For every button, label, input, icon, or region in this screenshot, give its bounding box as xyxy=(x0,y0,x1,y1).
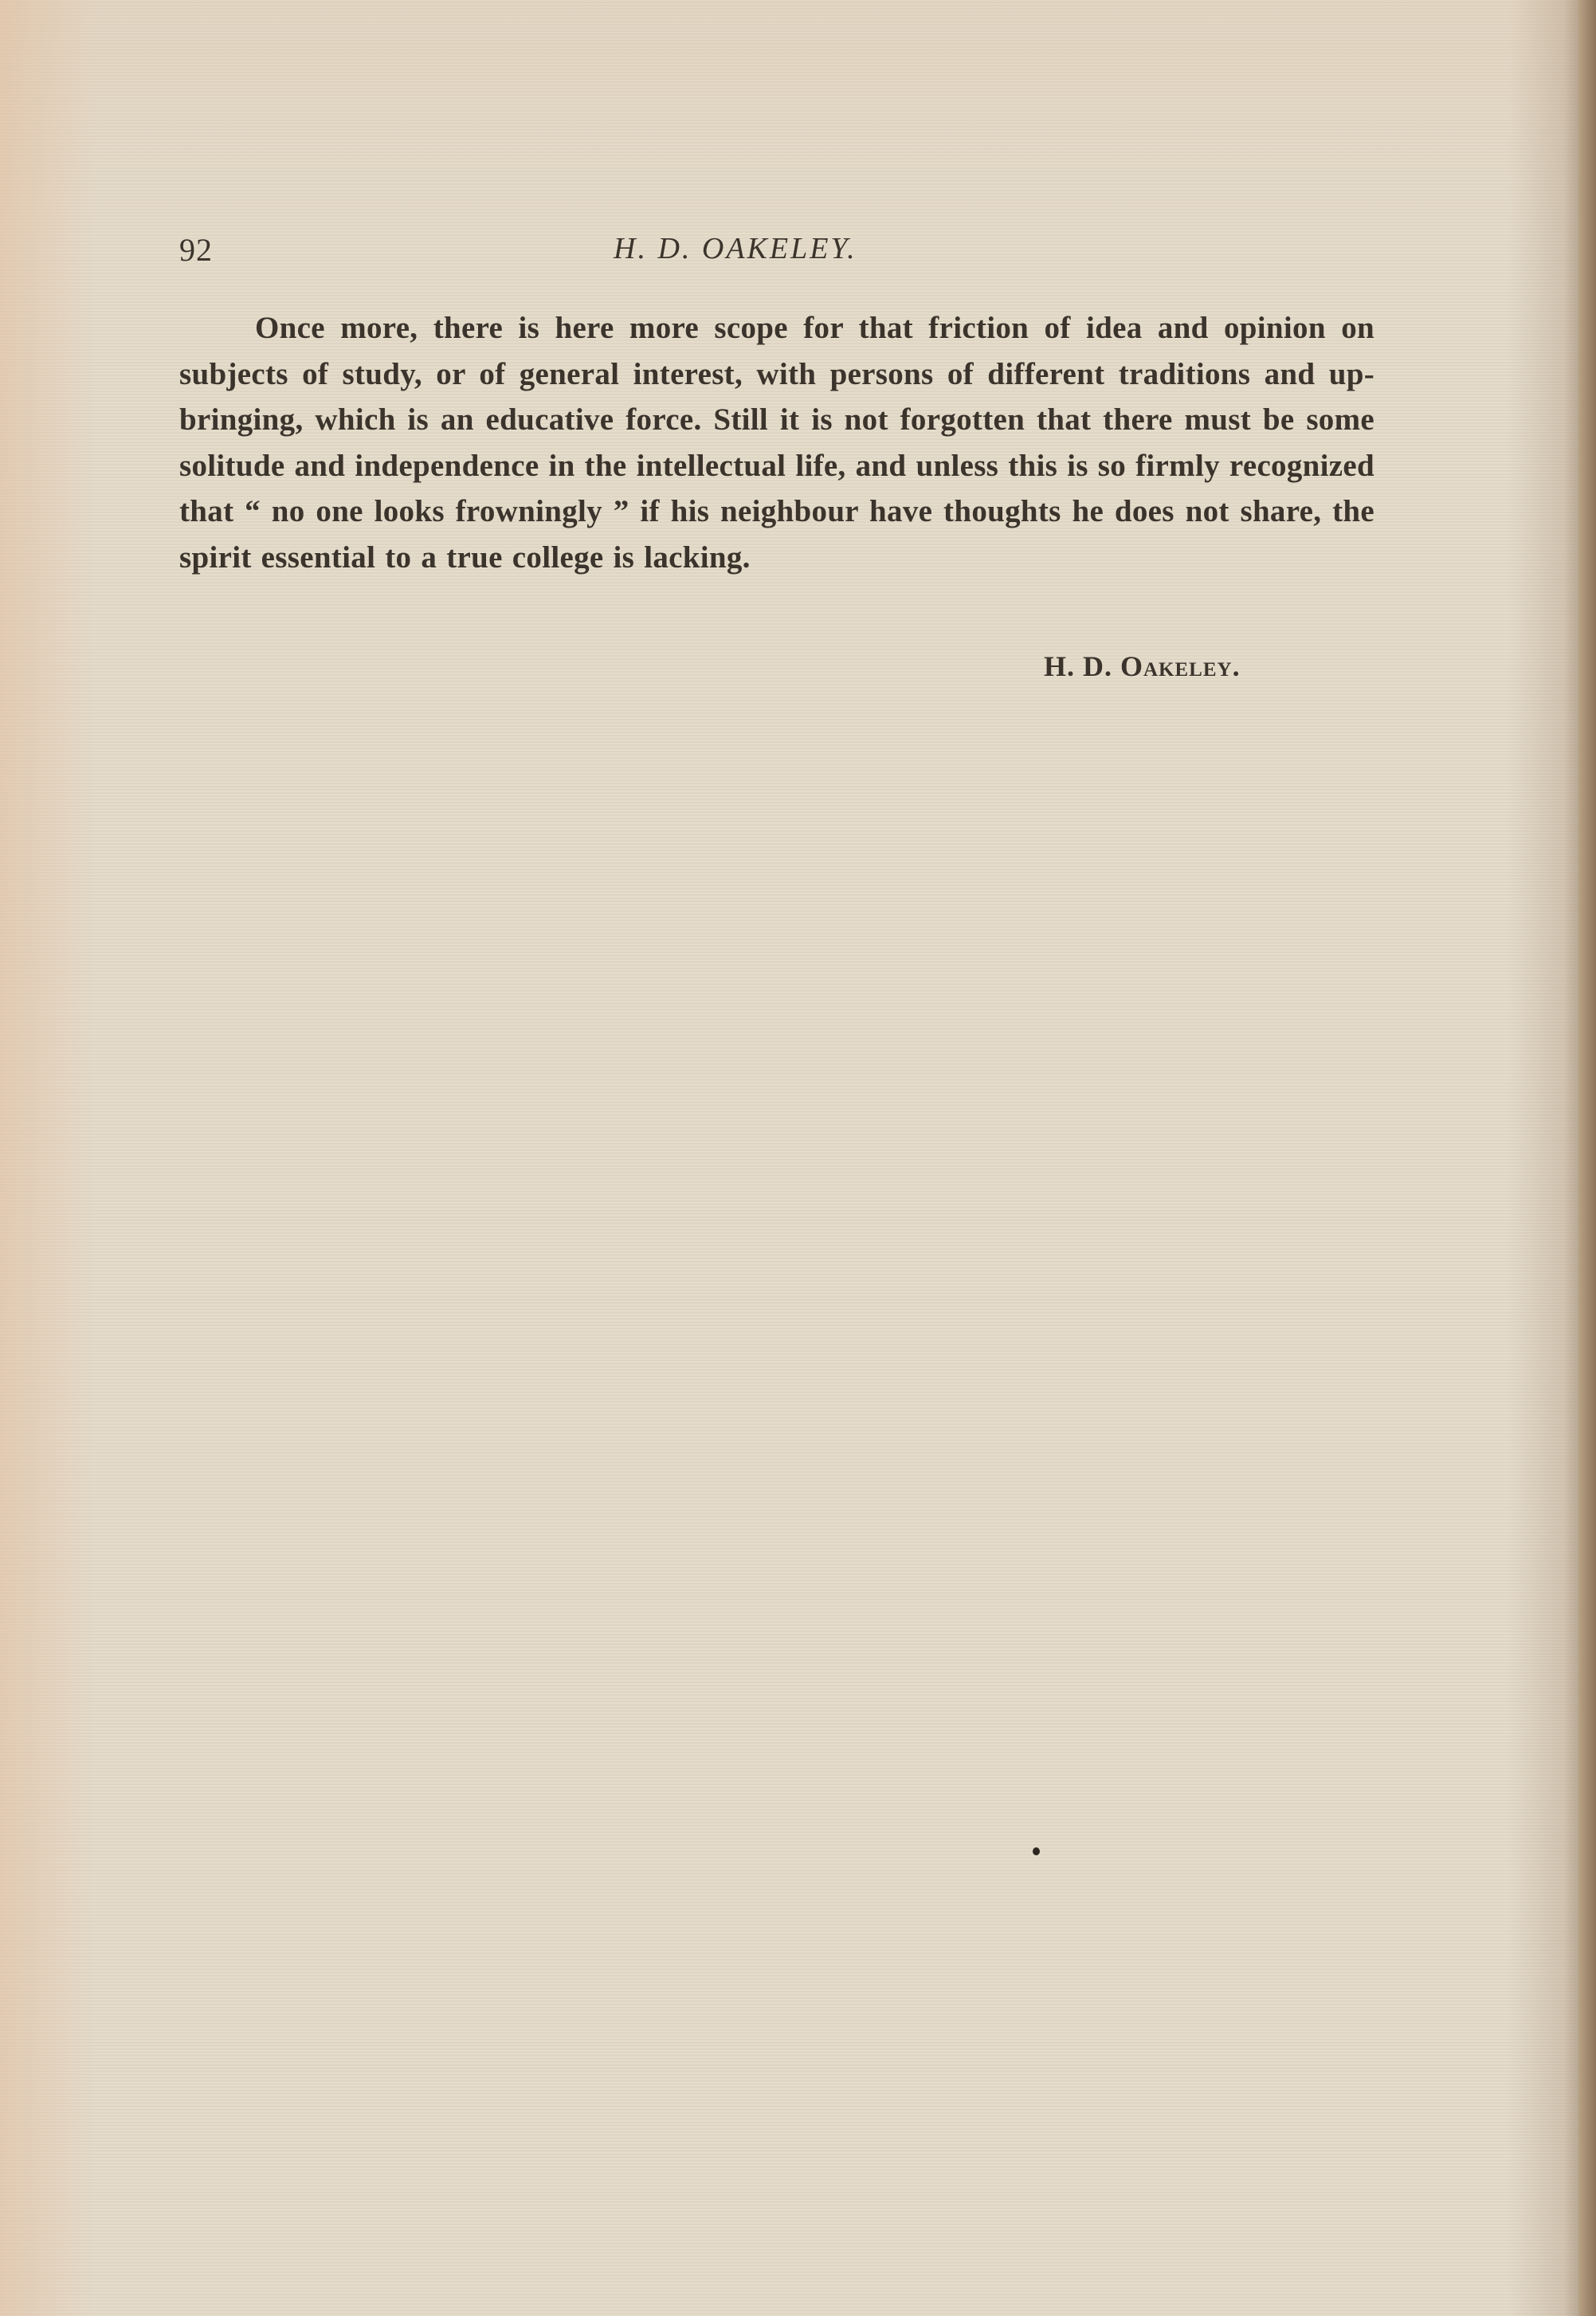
body-paragraph: Once more, there is here more scope for that friction of idea and opinion on subjects of study, or of general interest, with persons of different traditions and up-bringing, which is an educative force. Still it is not forgotten that there must be some solitude and independence in the intellectual life, and unless this is so firmly recognized that “ no one looks frowningly ” if his neighbour have thoughts he does not share, the spirit essential to a true college is lacking. xyxy=(179,311,1374,575)
author-signature: H. D. Oakeley. xyxy=(1044,650,1241,682)
ink-speck xyxy=(1033,1847,1040,1855)
page-header xyxy=(179,231,1374,279)
page-edge xyxy=(1578,0,1596,2316)
page-number: 92 xyxy=(179,232,213,268)
running-head: H. D. OAKELEY. xyxy=(614,232,857,265)
